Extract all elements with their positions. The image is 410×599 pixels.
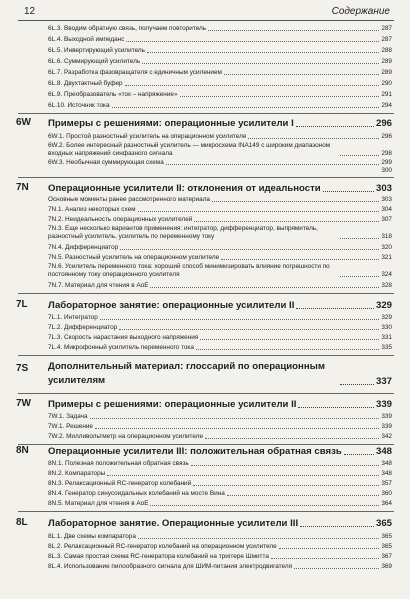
section-rule	[18, 393, 394, 394]
toc-entry-title: 7L.1. Интегратор	[48, 314, 98, 321]
toc-entry-title: 7N.3. Еще несколько вариантов применения: интегратор, дифференциатор, выпрямитель, разностный усилитель, усилитель по переменному току	[48, 225, 318, 240]
toc-entry-title: 7N.4. Дифференциатор	[48, 244, 119, 251]
toc-entry-page: 287	[381, 36, 392, 43]
section-rule	[18, 293, 394, 294]
toc-entry-page: 291	[381, 91, 392, 98]
toc-entry-title: 8L.2. Релаксационный RC-генератор колебаний на операционном усилителе	[48, 543, 277, 550]
toc-entry-page: 342	[381, 433, 392, 440]
chapter-entry[interactable]	[48, 183, 392, 195]
toc-entry-page: 289	[381, 69, 392, 76]
toc-entry-title: 7N.6. Усилитель переменного тока: хороший способ минимизировать влияние погрешности по постоянному току операционного усилителя	[48, 263, 330, 278]
toc-entry[interactable]	[48, 324, 392, 332]
toc-entry-title: 8N.3. Релаксационный RC-генератор колебаний	[48, 480, 192, 487]
toc-entry[interactable]	[48, 423, 392, 431]
toc-entry-page: 365	[381, 543, 392, 550]
toc-entry[interactable]	[48, 543, 392, 551]
toc-entry[interactable]	[48, 254, 392, 262]
chapter-code: 7N	[16, 182, 29, 193]
chapter-title: Примеры с решениями: операционные усилители I	[48, 118, 294, 129]
toc-entry[interactable]	[48, 470, 392, 478]
toc-entry-continuation	[48, 167, 392, 175]
toc-entry-page: 339	[381, 423, 392, 430]
section-rule	[18, 113, 394, 114]
chapter-entry[interactable]	[48, 118, 392, 130]
toc-entry-title: 7N.7. Материал для чтения в AoE	[48, 282, 149, 289]
chapter-code: 6W	[16, 117, 31, 128]
toc-entry-title: 8L.4. Использование пилообразного сигнала для ШИМ-питания электродвигателя	[48, 563, 293, 570]
toc-entry[interactable]	[48, 480, 392, 488]
toc-entry-title: 8N.4. Генератор синусоидальных колебаний на мосте Вина	[48, 490, 225, 497]
toc-entry-title: 6L.8. Двухтактный буфер	[48, 80, 123, 87]
chapter-page: 303	[375, 183, 392, 194]
section-rule	[18, 355, 394, 356]
toc-entry-title: 6L.4. Выходной импеданс	[48, 36, 125, 43]
toc-entry-page: 299	[381, 159, 392, 166]
chapter-page: 337	[375, 376, 392, 387]
toc-entry[interactable]	[48, 460, 392, 468]
toc-entry-page: 357	[381, 480, 392, 487]
toc-entry-title: 8L.1. Две схемы компаратора	[48, 533, 136, 540]
toc-entry[interactable]	[48, 91, 392, 99]
toc-entry[interactable]	[48, 244, 392, 252]
toc-entry-page: 369	[381, 563, 392, 570]
toc-entry[interactable]	[48, 314, 392, 322]
toc-entry-page: 348	[381, 460, 392, 467]
toc-entry[interactable]	[48, 553, 392, 561]
toc-entry[interactable]	[48, 102, 392, 110]
chapter-code: 7L	[16, 299, 28, 310]
toc-entry-page: 328	[381, 282, 392, 289]
page-number: 12	[24, 6, 36, 17]
chapter-entry[interactable]	[48, 446, 392, 458]
chapter-title: Операционные усилители II: отклонения от идеальности	[48, 183, 321, 194]
toc-entry[interactable]	[48, 433, 392, 441]
chapter-code: 8N	[16, 445, 29, 456]
chapter-title: Дополнительный материал: глоссарий по операционным усилителям	[48, 361, 325, 386]
section-rule	[18, 511, 394, 512]
header-rule	[18, 20, 394, 21]
toc-entry-title: 6W.3. Необычная суммирующая схема	[48, 159, 164, 166]
toc-entry-title: 7W.1. Решение	[48, 423, 93, 430]
toc-entry-page: 298	[381, 150, 392, 157]
toc-entry[interactable]	[48, 225, 392, 241]
toc-entry-page: 320	[381, 244, 392, 251]
toc-entry-page: 329	[381, 314, 392, 321]
toc-entry-page: 367	[381, 553, 392, 560]
toc-entry-title: 7L.3. Скорость нарастания выходного напряжения	[48, 334, 199, 341]
toc-entry-page: 290	[381, 80, 392, 87]
toc-entry[interactable]	[48, 344, 392, 352]
chapter-page: 296	[375, 118, 392, 129]
toc-entry-title: 7N.5. Разностный усилитель на операционном усилителе	[48, 254, 220, 261]
chapter-title: Примеры с решениями: операционные усилители II	[48, 399, 297, 410]
toc-entry-title: 6L.10. Источник тока	[48, 102, 110, 109]
toc-entry-page: 300	[381, 167, 392, 174]
toc-entry-title: 7W.2. Милливольтметр на операционном усилителе	[48, 433, 204, 440]
toc-entry-page: 365	[381, 533, 392, 540]
toc-entry[interactable]	[48, 196, 392, 204]
toc-entry-page: 364	[381, 500, 392, 507]
chapter-entry[interactable]	[48, 360, 392, 388]
chapter-page: 365	[375, 518, 392, 529]
toc-entry-title: 6L.9. Преобразователь «ток – напряжение»	[48, 91, 178, 98]
toc-entry-title: 6L.3. Вводим обратную связь, получаем повторитель	[48, 25, 207, 32]
toc-entry-title: 8L.3. Самая простая схема RC-генератора колебаний на триггере Шмитта	[48, 553, 269, 560]
toc-entry[interactable]	[48, 142, 392, 158]
toc-entry-page: 324	[381, 271, 392, 278]
toc-entry-page: 296	[381, 133, 392, 140]
toc-entry-page: 303	[381, 196, 392, 203]
toc-entry[interactable]	[48, 533, 392, 541]
toc-entry-title: 7L.4. Микрофонный усилитель переменного тока	[48, 344, 194, 351]
chapter-page: 339	[375, 399, 392, 410]
toc-entry-page: 348	[381, 470, 392, 477]
chapter-entry[interactable]	[48, 518, 392, 530]
toc-entry[interactable]	[48, 206, 392, 214]
toc-entry-page: 287	[381, 25, 392, 32]
chapter-title: Лабораторное занятие: операционные усилители II	[48, 300, 295, 311]
toc-entry-title: 8N.2. Компараторы	[48, 470, 106, 477]
toc-entry-title: 7L.2. Дифференциатор	[48, 324, 118, 331]
toc-entry[interactable]	[48, 263, 392, 279]
toc-entry-title: 7W.1. Задача	[48, 413, 88, 420]
toc-entry-page: 339	[381, 413, 392, 420]
toc-entry-page: 321	[381, 254, 392, 261]
toc-entry[interactable]	[48, 25, 392, 33]
toc-entry[interactable]	[48, 500, 392, 508]
toc-entry-title: 6L.5. Инвертирующий усилитель	[48, 47, 145, 54]
toc-entry-page: 335	[381, 344, 392, 351]
toc-entry[interactable]	[48, 80, 392, 88]
section-rule	[18, 177, 394, 178]
toc-entry[interactable]	[48, 58, 392, 66]
toc-entry-page: 318	[381, 233, 392, 240]
toc-entry[interactable]	[48, 334, 392, 342]
toc-entry-title: 7N.1. Анализ некоторых схем	[48, 206, 136, 213]
section-rule	[18, 444, 394, 445]
toc-entry[interactable]	[48, 413, 392, 421]
chapter-title: Лабораторное занятие. Операционные усилители III	[48, 518, 299, 529]
toc-entry-page: 304	[381, 206, 392, 213]
toc-entry[interactable]	[48, 133, 392, 141]
chapter-entry[interactable]	[48, 399, 392, 411]
running-header-title: Содержание	[331, 6, 390, 17]
toc-entry[interactable]	[48, 47, 392, 55]
toc-entry-page: 360	[381, 490, 392, 497]
toc-entry[interactable]	[48, 69, 392, 77]
toc-entry[interactable]	[48, 159, 392, 167]
toc-entry[interactable]	[48, 490, 392, 498]
toc-entry[interactable]	[48, 563, 392, 571]
toc-entry-page: 288	[381, 47, 392, 54]
toc-entry-title: 8N.1. Полезная положительная обратная связь	[48, 460, 189, 467]
toc-entry-page: 331	[381, 334, 392, 341]
chapter-code: 8L	[16, 517, 28, 528]
toc-entry-page: 307	[381, 216, 392, 223]
toc-entry-page: 294	[381, 102, 392, 109]
toc-entry[interactable]	[48, 216, 392, 224]
toc-entry[interactable]	[48, 282, 392, 290]
chapter-code: 7W	[16, 398, 31, 409]
toc-entry-title: 7N.2. Неидеальность операционных усилителей	[48, 216, 193, 223]
toc-entry-title: Основные моменты ранее рассмотренного материала	[48, 196, 210, 203]
toc-entry-title: 6L.6. Суммирующий усилитель	[48, 58, 141, 65]
chapter-title: Операционные усилители III: положительная обратная связь	[48, 446, 342, 457]
toc-entry-page: 289	[381, 58, 392, 65]
chapter-page: 348	[375, 446, 392, 457]
toc-entry-title: 6W.1. Простой разностный усилитель на операционном усилителе	[48, 133, 247, 140]
toc-entry-title: 8N.5. Материал для чтения в AoE	[48, 500, 149, 507]
toc-entry[interactable]	[48, 36, 392, 44]
toc-entry-page: 330	[381, 324, 392, 331]
toc-entry-title: 6W.2. Более интересный разностный усилитель — микросхема INA149 с широким диапазоном входных напряжений синфазного сигнала	[48, 142, 331, 157]
chapter-page: 329	[375, 300, 392, 311]
chapter-entry[interactable]	[48, 300, 392, 312]
toc-entry-title: 6L.7. Разработка фазовращателя с единичным усилением	[48, 69, 222, 76]
chapter-code: 7S	[16, 363, 29, 374]
